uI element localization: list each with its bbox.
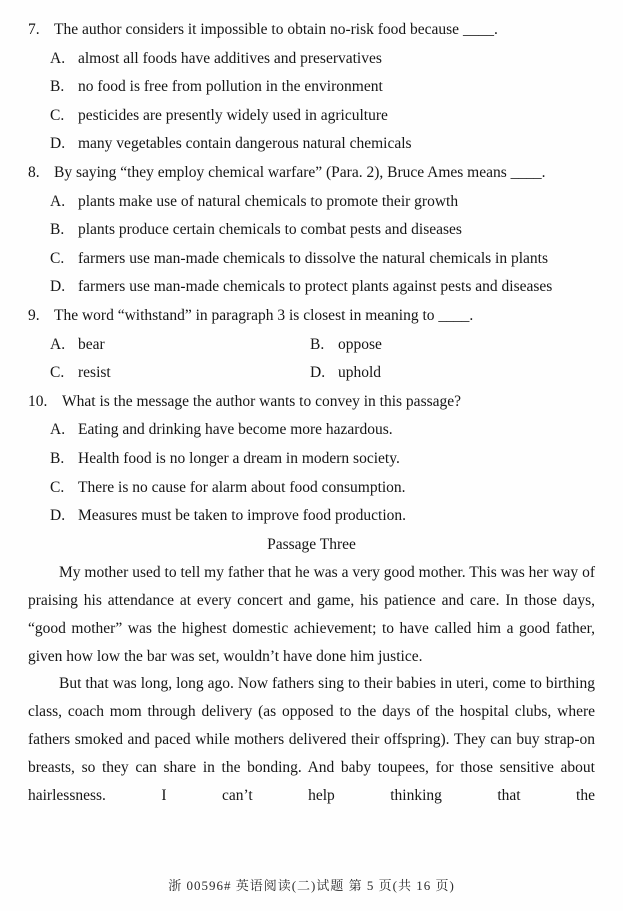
question-stem-text: By saying “they employ chemical warfare” (Para. 2), Bruce Ames means ____. (54, 163, 546, 181)
option-text: farmers use man-made chemicals to dissolve the natural chemicals in plants (78, 249, 549, 267)
option-text: Eating and drinking have become more hazardous. (78, 421, 393, 439)
option-row (50, 73, 595, 102)
option-row (50, 416, 595, 445)
option-letter: A. (50, 49, 66, 67)
question-number: 7. (28, 21, 40, 38)
option-row (50, 216, 595, 245)
option-row (50, 502, 595, 531)
option-letter: C. (50, 106, 65, 124)
question-10 (28, 388, 595, 531)
option-row (310, 331, 595, 360)
option-row (50, 359, 310, 388)
option-letter: A. (50, 421, 66, 439)
page-footer: 浙 00596# 英语阅读(二)试题 第 5 页(共 16 页) (168, 878, 455, 893)
option-letter: D. (50, 135, 66, 153)
option-text: uphold (338, 364, 382, 382)
question-7-options (50, 45, 595, 159)
option-row (50, 102, 595, 131)
questions-section (28, 16, 595, 809)
passage-heading: Passage Three (267, 535, 356, 553)
option-letter: D. (50, 507, 66, 525)
option-text: Measures must be taken to improve food production. (78, 507, 407, 525)
option-row (50, 245, 595, 274)
option-letter: A. (50, 192, 66, 210)
question-stem-text: The author considers it impossible to obtain no-risk food because ____. (54, 21, 498, 38)
option-row (50, 445, 595, 474)
option-text: oppose (338, 335, 382, 353)
question-9-options (50, 331, 595, 388)
option-text: Health food is no longer a dream in modern society. (78, 449, 400, 467)
option-text: resist (78, 364, 111, 382)
question-stem-text: What is the message the author wants to convey in this passage? (62, 392, 462, 410)
question-10-stem (28, 388, 595, 417)
option-letter: A. (50, 335, 66, 353)
option-row (50, 188, 595, 217)
option-row (50, 474, 595, 503)
question-7 (28, 16, 595, 159)
option-row (310, 359, 595, 388)
option-letter: C. (50, 364, 65, 382)
question-8-options (50, 188, 595, 302)
option-letter: B. (50, 78, 65, 96)
option-text: pesticides are presently widely used in agriculture (78, 106, 388, 124)
option-text: almost all foods have additives and preservatives (78, 49, 382, 67)
option-text: plants produce certain chemicals to combat pests and diseases (78, 221, 462, 239)
passage-paragraph-2: But that was long, long ago. Now fathers sing to their babies in uteri, come to birthing class, coach mom through delivery (as opposed to the days of the hospital clubs, where fathers smoked and paced while mothers delivered their offspring). They can buy strap-on breasts, so they can share in the bonding. And baby toupees, for those sensitive about hairlessness. I can’t help thinking that the (28, 675, 595, 804)
option-letter: C. (50, 249, 65, 267)
option-letter: D. (310, 364, 326, 382)
question-9-stem (28, 302, 595, 331)
option-row (50, 130, 595, 159)
question-number: 8. (28, 163, 40, 181)
option-letter: B. (50, 221, 65, 239)
question-stem-text: The word “withstand” in paragraph 3 is closest in meaning to ____. (54, 306, 474, 324)
option-text: farmers use man-made chemicals to protect plants against pests and diseases (78, 278, 553, 296)
option-letter: D. (50, 278, 66, 296)
passage-paragraph-1: My mother used to tell my father that he was a very good mother. This was her way of praising his attendance at every concert and game, his patience and care. In those days, “good mother” was the highest domestic achievement; to have called him a good father, given how low the bar was set, wouldn’t have done him justice. (28, 564, 595, 665)
question-number: 9. (28, 306, 40, 324)
option-text: plants make use of natural chemicals to promote their growth (78, 192, 459, 210)
option-text: no food is free from pollution in the environment (78, 78, 383, 96)
option-row (50, 273, 595, 302)
question-8 (28, 159, 595, 302)
question-9 (28, 302, 595, 388)
option-letter: B. (310, 335, 325, 353)
question-10-options (50, 416, 595, 530)
question-number: 10. (28, 392, 48, 410)
question-7-stem (28, 16, 595, 45)
question-8-stem (28, 159, 595, 188)
option-text: bear (78, 335, 105, 353)
option-letter: C. (50, 478, 65, 496)
option-row (50, 45, 595, 74)
option-letter: B. (50, 449, 65, 467)
option-text: many vegetables contain dangerous natural chemicals (78, 135, 412, 153)
option-text: There is no cause for alarm about food consumption. (78, 478, 406, 496)
option-row (50, 331, 310, 360)
